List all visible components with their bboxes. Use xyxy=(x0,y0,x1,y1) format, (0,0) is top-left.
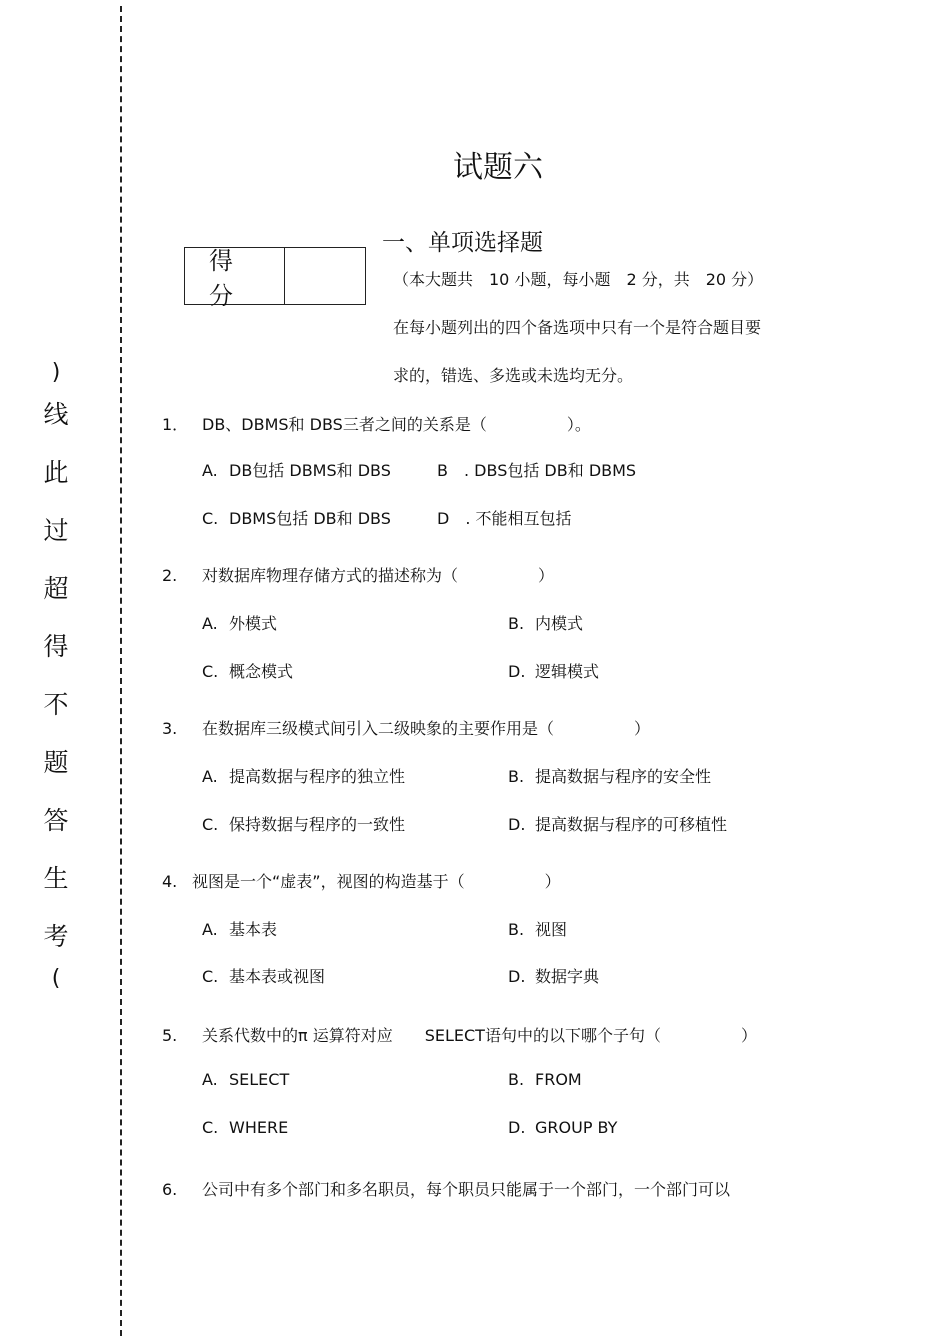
option-letter: C. xyxy=(202,967,219,986)
option-text: 外模式 xyxy=(229,614,278,633)
side-note-char: ) xyxy=(51,360,61,385)
option-text: 逻辑模式 xyxy=(535,662,600,681)
option-1c xyxy=(202,506,391,529)
option-3c xyxy=(202,812,405,835)
option-2b xyxy=(508,611,583,634)
question-3 xyxy=(162,716,650,739)
option-letter: C. xyxy=(202,815,219,834)
side-note-char: ( xyxy=(51,966,61,991)
option-text: 概念模式 xyxy=(229,662,294,681)
question-text: 公司中有多个部门和多名职员，每个职员只能属于一个部门，一个部门可以 xyxy=(202,1180,731,1199)
option-text: 基本表或视图 xyxy=(229,967,326,986)
instruction-line: 求的，错选、多选或未选均无分。 xyxy=(393,366,634,385)
question-number: 1． xyxy=(162,415,189,434)
question-number: 6. xyxy=(162,1180,178,1199)
option-letter: A. xyxy=(202,920,218,939)
option-text: 不能相互包括 xyxy=(475,509,572,528)
option-letter: C. xyxy=(202,1118,219,1137)
side-note-char: 得 xyxy=(43,632,69,661)
score-box xyxy=(184,247,366,310)
side-note-char: 答 xyxy=(43,806,69,835)
option-text: GROUP BY xyxy=(535,1118,618,1137)
question-6 xyxy=(162,1177,730,1200)
question-4 xyxy=(162,869,561,892)
option-letter: B. xyxy=(508,1070,525,1089)
option-2d xyxy=(508,659,599,682)
question-text: DB、DBMS和 DBS三者之间的关系是（ ）。 xyxy=(202,415,591,434)
option-4d xyxy=(508,964,599,987)
side-note-char: 不 xyxy=(43,690,69,719)
option-2c xyxy=(202,659,293,682)
score-value xyxy=(285,248,365,304)
question-1 xyxy=(162,412,591,435)
option-letter: B . xyxy=(437,461,470,480)
cut-line xyxy=(120,6,122,1336)
question-5 xyxy=(162,1023,757,1046)
question-text: 在数据库三级模式间引入二级映象的主要作用是（ ） xyxy=(202,719,651,738)
option-text: 视图 xyxy=(535,920,568,939)
option-letter: A. xyxy=(202,767,218,786)
option-letter: D. xyxy=(508,1118,526,1137)
option-text: 基本表 xyxy=(229,920,278,939)
option-text: 提高数据与程序的可移植性 xyxy=(535,815,728,834)
option-text: DBS包括 DB和 DBMS xyxy=(474,461,637,480)
option-text: FROM xyxy=(535,1070,582,1089)
option-2a xyxy=(202,611,277,634)
option-text: 提高数据与程序的独立性 xyxy=(229,767,406,786)
option-letter: A. xyxy=(202,1070,218,1089)
side-note-char: 线 xyxy=(43,400,69,429)
option-letter: D. xyxy=(508,662,526,681)
option-5c xyxy=(202,1118,288,1137)
option-3a xyxy=(202,764,405,787)
option-letter: B. xyxy=(508,614,525,633)
option-text: SELECT xyxy=(229,1070,290,1089)
option-letter: D . xyxy=(437,509,471,528)
option-4a xyxy=(202,917,277,940)
side-note-char: 考 xyxy=(43,922,69,951)
side-note-char: 超 xyxy=(43,574,69,603)
option-text: DB包括 DBMS和 DBS xyxy=(229,461,391,480)
question-text: 对数据库物理存储方式的描述称为（ ） xyxy=(202,566,555,585)
side-note-char: 题 xyxy=(43,748,69,777)
option-text: 保持数据与程序的一致性 xyxy=(229,815,406,834)
option-text: 提高数据与程序的安全性 xyxy=(535,767,712,786)
option-text: 内模式 xyxy=(535,614,584,633)
option-5d xyxy=(508,1118,617,1137)
question-text: 关系代数中的π 运算符对应 SELECT语句中的以下哪个子句（ ） xyxy=(202,1026,757,1045)
option-text: 数据字典 xyxy=(535,967,600,986)
option-5b xyxy=(508,1070,582,1089)
option-3b xyxy=(508,764,711,787)
option-text: DBMS包括 DB和 DBS xyxy=(229,509,391,528)
option-4c xyxy=(202,964,325,987)
option-letter: D. xyxy=(508,967,526,986)
option-letter: B. xyxy=(508,920,525,939)
side-note-char: 此 xyxy=(43,458,69,487)
question-number: 2. xyxy=(162,566,178,585)
option-3d xyxy=(508,812,727,835)
score-label: 得分 xyxy=(185,248,285,304)
option-text: WHERE xyxy=(229,1118,289,1137)
option-letter: A. xyxy=(202,461,218,480)
question-number: 4. xyxy=(162,872,178,891)
option-letter: A. xyxy=(202,614,218,633)
page-title: 试题六 xyxy=(453,150,543,185)
section-note: （本大题共 10 小题，每小题 2 分，共 20 分） xyxy=(393,270,764,289)
binding-margin-note xyxy=(36,360,76,992)
option-1a xyxy=(202,458,391,481)
question-2 xyxy=(162,563,554,586)
question-number: 3. xyxy=(162,719,178,738)
question-number: 5. xyxy=(162,1026,178,1045)
option-letter: B. xyxy=(508,767,525,786)
side-note-char: 生 xyxy=(43,864,69,893)
option-5a xyxy=(202,1070,289,1089)
section-title: 一、单项选择题 xyxy=(382,230,543,256)
option-1d xyxy=(437,506,572,529)
side-note-char: 过 xyxy=(43,516,69,545)
option-1b xyxy=(437,458,636,481)
option-letter: C. xyxy=(202,509,219,528)
question-text: 视图是一个“虚表”，视图的构造基于（ ） xyxy=(192,872,561,891)
option-letter: C. xyxy=(202,662,219,681)
option-letter: D. xyxy=(508,815,526,834)
option-4b xyxy=(508,917,567,940)
instruction-line: 在每小题列出的四个备选项中只有一个是符合题目要 xyxy=(393,318,762,337)
